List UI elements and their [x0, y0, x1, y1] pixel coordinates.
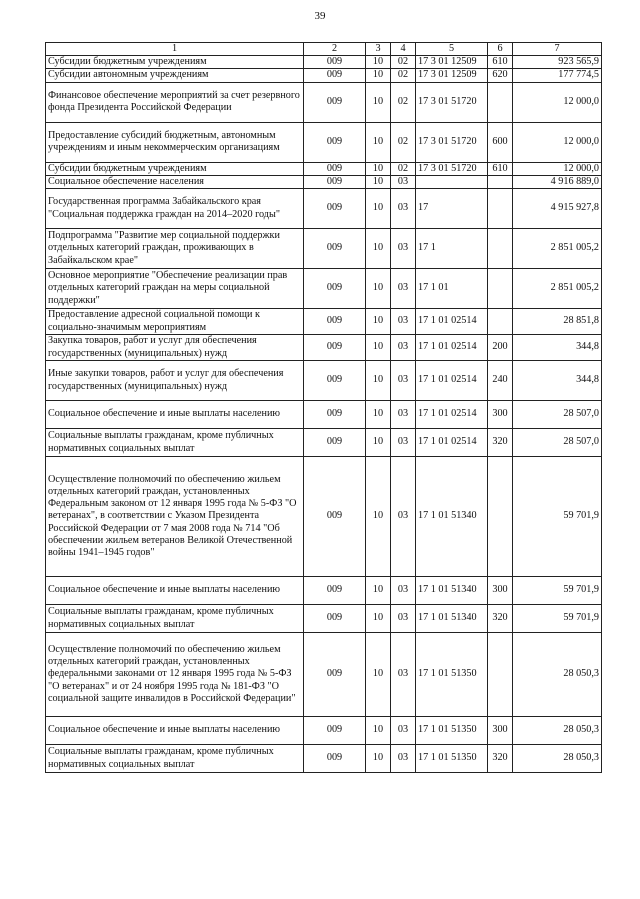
row-amount: 12 000,0	[513, 122, 602, 162]
row-section-code: 10	[366, 309, 391, 335]
row-amount: 28 507,0	[513, 429, 602, 457]
row-target-code: 17 1	[416, 229, 488, 269]
row-ministry-code: 009	[304, 269, 366, 309]
row-section-code: 10	[366, 229, 391, 269]
table-row	[46, 361, 602, 401]
row-expense-type-code: 610	[488, 56, 513, 69]
row-section-code: 10	[366, 122, 391, 162]
table-row	[46, 309, 602, 335]
row-amount: 12 000,0	[513, 82, 602, 122]
table-row	[46, 162, 602, 175]
row-subsection-code: 03	[391, 309, 416, 335]
row-ministry-code: 009	[304, 189, 366, 229]
row-section-code: 10	[366, 82, 391, 122]
row-target-code: 17 1 01 51340	[416, 577, 488, 605]
row-expense-type-code	[488, 633, 513, 717]
row-subsection-code: 03	[391, 605, 416, 633]
row-expense-type-code	[488, 269, 513, 309]
row-expense-type-code: 300	[488, 401, 513, 429]
row-subsection-code: 03	[391, 577, 416, 605]
row-section-code: 10	[366, 401, 391, 429]
row-subsection-code: 02	[391, 69, 416, 82]
table-row	[46, 269, 602, 309]
row-section-code: 10	[366, 335, 391, 361]
row-ministry-code: 009	[304, 577, 366, 605]
row-ministry-code: 009	[304, 122, 366, 162]
row-name: Субсидии автономным учреждениям	[46, 69, 304, 82]
row-subsection-code: 03	[391, 633, 416, 717]
row-name: Субсидии бюджетным учреждениям	[46, 56, 304, 69]
row-ministry-code: 009	[304, 335, 366, 361]
table-row	[46, 577, 602, 605]
row-subsection-code: 03	[391, 429, 416, 457]
row-section-code: 10	[366, 269, 391, 309]
row-name: Субсидии бюджетным учреждениям	[46, 162, 304, 175]
row-name: Основное мероприятие "Обеспечение реализации прав отдельных категорий граждан на меры социальной поддержки"	[46, 269, 304, 309]
table-row	[46, 335, 602, 361]
row-target-code: 17 1 01 02514	[416, 429, 488, 457]
row-subsection-code: 03	[391, 457, 416, 577]
row-subsection-code: 03	[391, 189, 416, 229]
row-section-code: 10	[366, 745, 391, 773]
row-name: Социальное обеспечение и иные выплаты населению	[46, 577, 304, 605]
row-subsection-code: 03	[391, 745, 416, 773]
row-name: Социальное обеспечение и иные выплаты населению	[46, 401, 304, 429]
row-ministry-code: 009	[304, 56, 366, 69]
row-name: Осуществление полномочий по обеспечению жильем отдельных категорий граждан, установленных Федеральным законом от 12 января 1995 года № 5-ФЗ "О ветеранах", в соответствии с Указом Президента Российской Федерации от 7 мая 2008 года № 714 "Об обеспечении жильем ветеранов Великой Отечественной войны 1941–1945 годов"	[46, 457, 304, 577]
row-ministry-code: 009	[304, 401, 366, 429]
row-expense-type-code	[488, 309, 513, 335]
table-row	[46, 56, 602, 69]
table-row	[46, 605, 602, 633]
row-name: Предоставление субсидий бюджетным, автономным учреждениям и иным некоммерческим организациям	[46, 122, 304, 162]
row-name: Социальные выплаты гражданам, кроме публичных нормативных социальных выплат	[46, 745, 304, 773]
row-expense-type-code: 610	[488, 162, 513, 175]
row-target-code	[416, 175, 488, 188]
column-header: 7	[513, 43, 602, 56]
table-row	[46, 122, 602, 162]
budget-table	[45, 42, 602, 773]
row-amount: 59 701,9	[513, 605, 602, 633]
row-subsection-code: 03	[391, 401, 416, 429]
row-subsection-code: 02	[391, 162, 416, 175]
table-row	[46, 69, 602, 82]
row-ministry-code: 009	[304, 605, 366, 633]
row-target-code: 17	[416, 189, 488, 229]
row-ministry-code: 009	[304, 229, 366, 269]
row-ministry-code: 009	[304, 745, 366, 773]
row-amount: 12 000,0	[513, 162, 602, 175]
row-ministry-code: 009	[304, 457, 366, 577]
row-expense-type-code: 600	[488, 122, 513, 162]
row-amount: 59 701,9	[513, 577, 602, 605]
row-expense-type-code	[488, 175, 513, 188]
row-subsection-code: 03	[391, 335, 416, 361]
row-name: Подпрограмма "Развитие мер социальной поддержки отдельных категорий граждан, проживающих в Забайкальском крае"	[46, 229, 304, 269]
table-row	[46, 189, 602, 229]
row-target-code: 17 1 01 51340	[416, 457, 488, 577]
column-header: 4	[391, 43, 416, 56]
row-name: Государственная программа Забайкальского края "Социальная поддержка граждан на 2014–2020 годы"	[46, 189, 304, 229]
table-row	[46, 82, 602, 122]
row-section-code: 10	[366, 361, 391, 401]
row-subsection-code: 02	[391, 56, 416, 69]
row-target-code: 17 1 01 02514	[416, 361, 488, 401]
row-name: Закупка товаров, работ и услуг для обеспечения государственных (муниципальных) нужд	[46, 335, 304, 361]
row-target-code: 17 1 01 51350	[416, 633, 488, 717]
row-amount: 923 565,9	[513, 56, 602, 69]
row-expense-type-code	[488, 229, 513, 269]
row-subsection-code: 03	[391, 717, 416, 745]
row-target-code: 17 1 01 02514	[416, 335, 488, 361]
row-name: Иные закупки товаров, работ и услуг для обеспечения государственных (муниципальных) нужд	[46, 361, 304, 401]
row-name: Финансовое обеспечение мероприятий за счет резервного фонда Президента Российской Федерации	[46, 82, 304, 122]
row-target-code: 17 3 01 12509	[416, 69, 488, 82]
row-section-code: 10	[366, 429, 391, 457]
row-expense-type-code: 300	[488, 717, 513, 745]
row-section-code: 10	[366, 577, 391, 605]
table-row	[46, 229, 602, 269]
row-section-code: 10	[366, 633, 391, 717]
row-section-code: 10	[366, 717, 391, 745]
row-ministry-code: 009	[304, 633, 366, 717]
row-amount: 4 915 927,8	[513, 189, 602, 229]
row-amount: 344,8	[513, 335, 602, 361]
row-amount: 28 851,8	[513, 309, 602, 335]
row-amount: 344,8	[513, 361, 602, 401]
row-expense-type-code: 620	[488, 69, 513, 82]
row-subsection-code: 02	[391, 82, 416, 122]
table-row	[46, 457, 602, 577]
row-ministry-code: 009	[304, 717, 366, 745]
row-subsection-code: 03	[391, 229, 416, 269]
row-amount: 2 851 005,2	[513, 269, 602, 309]
table-row	[46, 401, 602, 429]
table-row	[46, 717, 602, 745]
table-row	[46, 429, 602, 457]
row-ministry-code: 009	[304, 82, 366, 122]
row-section-code: 10	[366, 162, 391, 175]
row-ministry-code: 009	[304, 69, 366, 82]
table-header-row	[46, 43, 602, 56]
row-subsection-code: 03	[391, 361, 416, 401]
row-target-code: 17 3 01 51720	[416, 122, 488, 162]
table-row	[46, 745, 602, 773]
row-target-code: 17 1 01 02514	[416, 309, 488, 335]
row-amount: 2 851 005,2	[513, 229, 602, 269]
table-body	[46, 56, 602, 773]
row-amount: 4 916 889,0	[513, 175, 602, 188]
row-target-code: 17 1 01 51350	[416, 717, 488, 745]
row-expense-type-code: 320	[488, 429, 513, 457]
row-name: Социальные выплаты гражданам, кроме публичных нормативных социальных выплат	[46, 429, 304, 457]
row-name: Предоставление адресной социальной помощи к социально-значимым мероприятиям	[46, 309, 304, 335]
row-ministry-code: 009	[304, 175, 366, 188]
row-amount: 28 050,3	[513, 745, 602, 773]
row-section-code: 10	[366, 189, 391, 229]
table-row	[46, 175, 602, 188]
row-section-code: 10	[366, 457, 391, 577]
row-ministry-code: 009	[304, 309, 366, 335]
row-ministry-code: 009	[304, 429, 366, 457]
row-target-code: 17 1 01 51340	[416, 605, 488, 633]
row-expense-type-code	[488, 457, 513, 577]
row-section-code: 10	[366, 175, 391, 188]
row-subsection-code: 03	[391, 175, 416, 188]
row-name: Социальное обеспечение и иные выплаты населению	[46, 717, 304, 745]
row-ministry-code: 009	[304, 162, 366, 175]
row-section-code: 10	[366, 69, 391, 82]
row-amount: 59 701,9	[513, 457, 602, 577]
row-amount: 177 774,5	[513, 69, 602, 82]
row-target-code: 17 1 01 02514	[416, 401, 488, 429]
row-subsection-code: 02	[391, 122, 416, 162]
row-target-code: 17 1 01 51350	[416, 745, 488, 773]
row-amount: 28 050,3	[513, 717, 602, 745]
table-row	[46, 633, 602, 717]
row-target-code: 17 3 01 51720	[416, 82, 488, 122]
row-expense-type-code: 320	[488, 745, 513, 773]
column-header: 3	[366, 43, 391, 56]
row-amount: 28 507,0	[513, 401, 602, 429]
row-name: Социальные выплаты гражданам, кроме публичных нормативных социальных выплат	[46, 605, 304, 633]
row-target-code: 17 3 01 51720	[416, 162, 488, 175]
row-section-code: 10	[366, 605, 391, 633]
column-header: 6	[488, 43, 513, 56]
row-target-code: 17 3 01 12509	[416, 56, 488, 69]
row-amount: 28 050,3	[513, 633, 602, 717]
row-expense-type-code: 240	[488, 361, 513, 401]
row-expense-type-code	[488, 189, 513, 229]
row-name: Осуществление полномочий по обеспечению жильем отдельных категорий граждан, установленных федеральными законами от 12 января 1995 года № 5-ФЗ "О ветеранах" и от 24 ноября 1995 года № 181-ФЗ "О социальной защите инвалидов в Российской Федерации"	[46, 633, 304, 717]
column-header: 2	[304, 43, 366, 56]
row-expense-type-code	[488, 82, 513, 122]
row-expense-type-code: 300	[488, 577, 513, 605]
row-section-code: 10	[366, 56, 391, 69]
row-ministry-code: 009	[304, 361, 366, 401]
row-target-code: 17 1 01	[416, 269, 488, 309]
column-header: 1	[46, 43, 304, 56]
row-expense-type-code: 320	[488, 605, 513, 633]
row-name: Социальное обеспечение населения	[46, 175, 304, 188]
row-subsection-code: 03	[391, 269, 416, 309]
column-header: 5	[416, 43, 488, 56]
row-expense-type-code: 200	[488, 335, 513, 361]
page-number: 39	[314, 10, 326, 22]
